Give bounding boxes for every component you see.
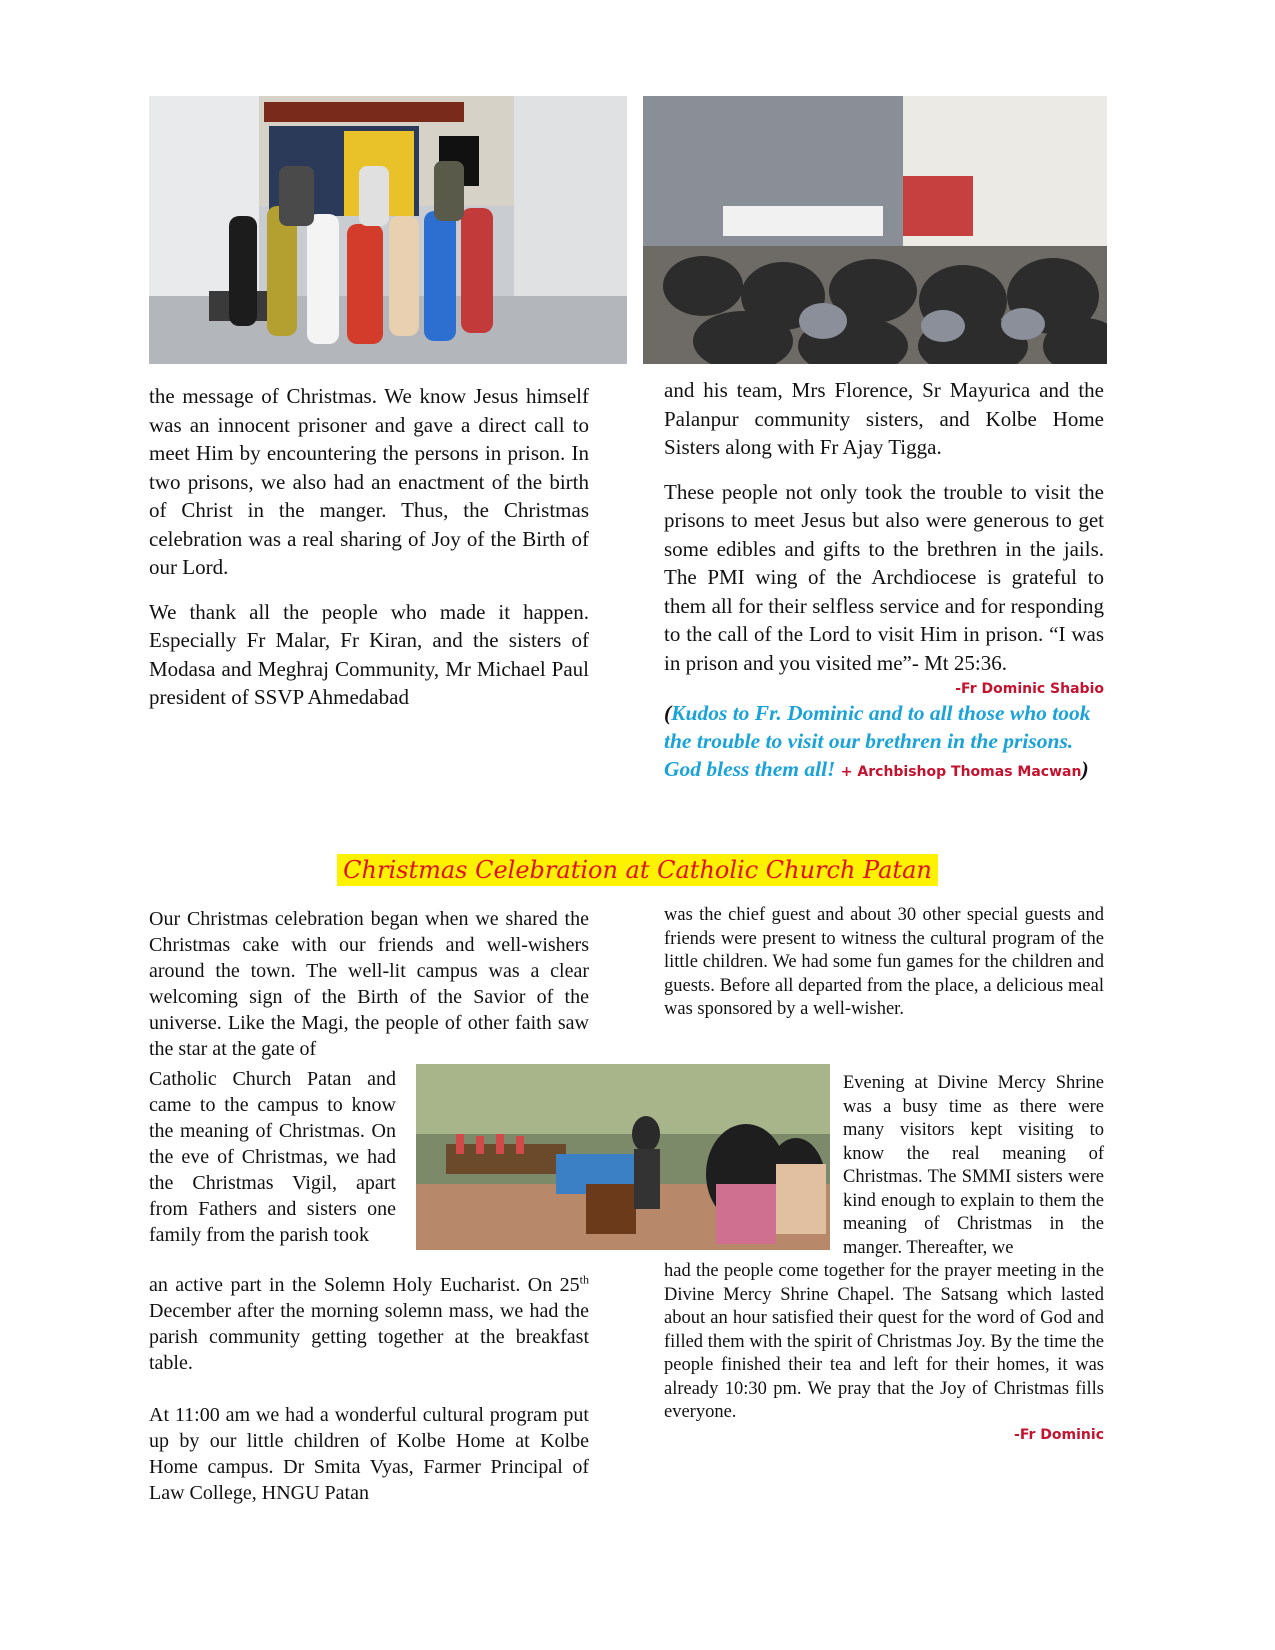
paragraph-thanks: We thank all the people who made it happen. Especially Fr Malar, Fr Kiran, and the sisters of Modasa and Meghraj Community, Mr Michael Paul president of SSVP Ahmedabad [149,599,589,709]
paragraph-satsang: had the people come together for the prayer meeting in the Divine Mercy Shrine Chapel. The Satsang which lasted about an hour satisfied their quest for the word of God and filled them with the spirit of Christmas Joy. By the time the people finished their tea and left for their homes, it was already 10:30 pm. We pray that the Joy of Christmas fills everyone. [664,1261,1104,1422]
paragraph-cultural-program: At 11:00 am we had a wonderful cultural program put up by our little children of Kolbe Home at Kolbe Home campus. Dr Smita Vyas, Farmer Principal of Law College, HNGU Patan [149,1404,589,1504]
bottom-left-intro [149,906,589,1062]
section-title-wrap [0,856,1275,884]
bottom-right-continuation [664,1260,1104,1443]
paragraph-generosity: These people not only took the trouble to visit the prisons to meet Jesus but also were generous to get some edibles and gifts to the brethren in the jails. The PMI wing of the Archdiocese is grateful to them all for their selfless service and for responding to the call of the Lord to visit Him in prison. “I was in prison and you visited me”- Mt 25:36. [664,479,1104,675]
signature-fr-dominic-shabio: -Fr Dominic Shabio [955,681,1104,697]
kudos-text: Kudos to Fr. Dominic and to all those who took the trouble to visit our brethren in the prisons. God bless them all! [664,701,1091,781]
cultural-program-illustration [416,1064,830,1250]
bottom-left-wrap [149,1066,396,1248]
bottom-left-continuation [149,1272,589,1506]
kudos-open-paren: ( [664,701,672,725]
prison-gate-group-illustration [149,96,627,364]
prison-hall-gathering-photo [643,96,1107,364]
paragraph-team: and his team, Mrs Florence, Sr Mayurica and the Palanpur community sisters, and Kolbe Home Sisters along with Fr Ajay Tigga. [664,378,1104,459]
bottom-right-wrap [843,1072,1104,1260]
bottom-right-top [664,904,1104,1022]
top-left-column [149,382,589,712]
cultural-program-photo [416,1064,830,1250]
eucharist-text-b: December after the morning solemn mass, we had the parish community getting together at the breakfast table. [149,1300,589,1374]
prison-gate-group-photo [149,96,627,364]
top-right-column [664,376,1104,786]
date-superscript: th [579,1272,589,1287]
prison-hall-illustration [643,96,1107,364]
section-title: Christmas Celebration at Catholic Church Patan [337,854,938,886]
paragraph-eucharist [149,1272,589,1376]
paragraph-celebration-intro: Our Christmas celebration began when we shared the Christmas cake with our friends and well-wishers around the town. The well-lit campus was a clear welcoming sign of the Birth of the Savior of the universe. Like the Magi, the people of other faith saw the star at the gate of [149,908,589,1060]
kudos-signature: + Archbishop Thomas Macwan [840,764,1082,780]
paragraph-prison-message: the message of Christmas. We know Jesus himself was an innocent prisoner and gave a direct call to meet Him by encountering the persons in prison. In two prisons, we also had an enactment of the birth of Christ in the manger. Thus, the Christmas celebration was a real sharing of Joy of the Birth of our Lord. [149,384,589,579]
paragraph-vigil: Catholic Church Patan and came to the campus to know the meaning of Christmas. On the eve of Christmas, we had the Christmas Vigil, apart from Fathers and sisters one family from the parish took [149,1068,396,1246]
kudos-note [664,699,1104,786]
signature-fr-dominic: -Fr Dominic [1014,1426,1104,1443]
eucharist-text-a: an active part in the Solemn Holy Eucharist. On 25 [149,1274,580,1296]
paragraph-chief-guest: was the chief guest and about 30 other special guests and friends were present to witness the cultural program of the little children. We had some fun games for the children and guests. Before all departed from the place, a delicious meal was sponsored by a well-wisher. [664,905,1104,1019]
paragraph-divine-mercy: Evening at Divine Mercy Shrine was a busy time as there were many visitors kept visiting to know the real meaning of Christmas. The SMMI sisters were kind enough to explain to them the meaning of Christmas in the manger. Thereafter, we [843,1073,1104,1258]
kudos-close-paren: ) [1081,757,1089,781]
